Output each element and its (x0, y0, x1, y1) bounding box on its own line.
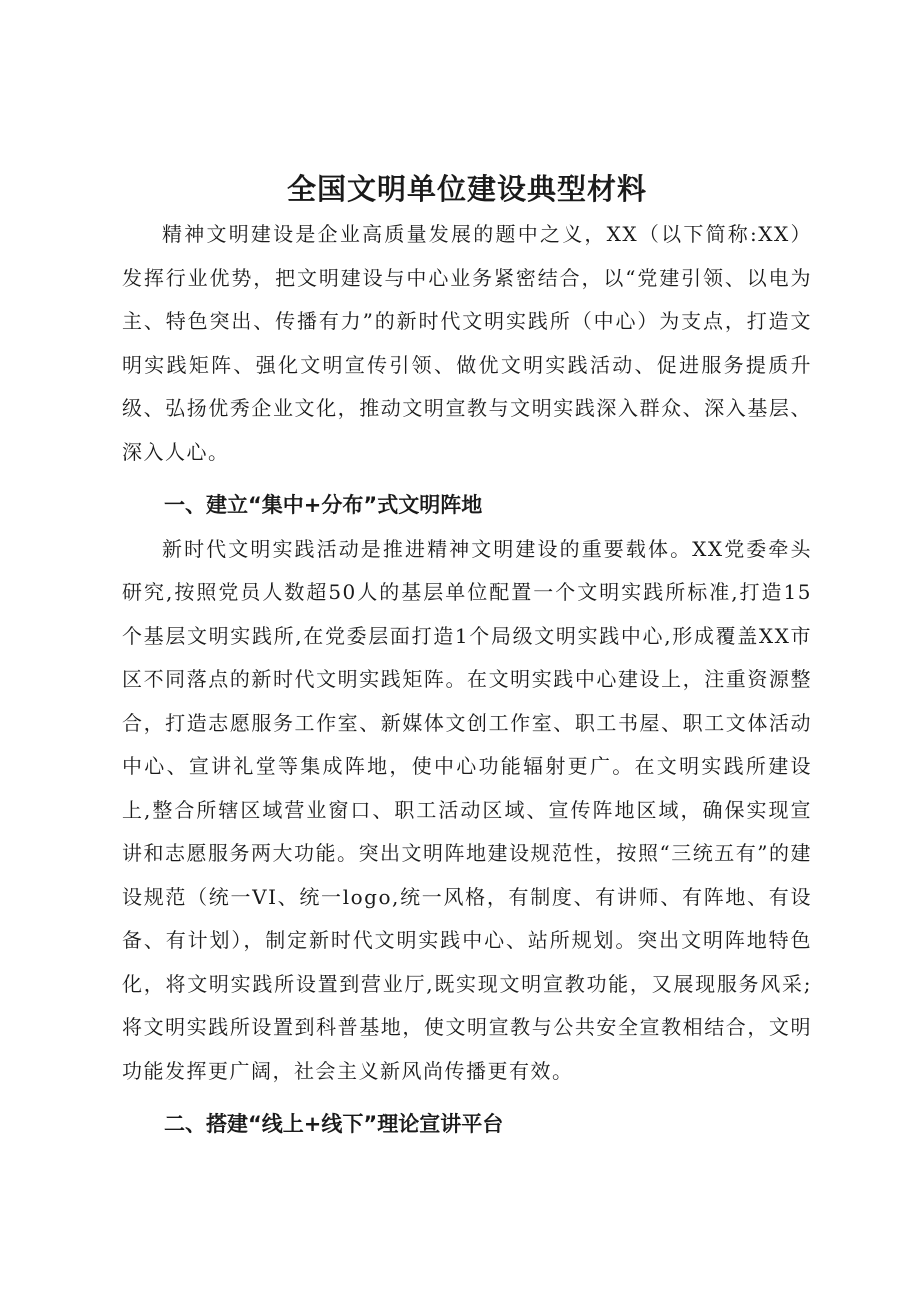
intro-paragraph: 精神文明建设是企业高质量发展的题中之义，XX（以下简称:XX）发挥行业优势，把文明建设与中心业务紧密结合，以“党建引领、以电为主、特色突出、传播有力”的新时代文明实践所（中心）为支点，打造文明实践矩阵、强化文明宣传引领、做优文明实践活动、促进服务提质升级、弘扬优秀企业文化，推动文明宣教与文明实践深入群众、深入基层、深入人心。 (122, 222, 812, 464)
section-heading-1: 一、建立“集中+分布”式文明阵地 (164, 493, 483, 517)
section-heading-2: 二、搭建“线上+线下”理论宣讲平台 (164, 1112, 504, 1136)
section-1-body: 新时代文明实践活动是推进精神文明建设的重要载体。XX党委牵头研究,按照党员人数超50人的基层单位配置一个文明实践所标准,打造15个基层文明实践所,在党委层面打造1个局级文明实践中心,形成覆盖XX市区不同落点的新时代文明实践矩阵。在文明实践中心建设上，注重资源整合，打造志愿服务工作室、新媒体文创工作室、职工书屋、职工文体活动中心、宣讲礼堂等集成阵地，使中心功能辐射更广。在文明实践所建设上,整合所辖区域营业窗口、职工活动区域、宣传阵地区域，确保实现宣讲和志愿服务两大功能。突出文明阵地建设规范性，按照“三统五有”的建设规范（统一VI、统一logo,统一风格，有制度、有讲师、有阵地、有设备、有计划），制定新时代文明实践中心、站所规划。突出文明阵地特色化，将文明实践所设置到营业厅,既实现文明宣教功能，又展现服务风采;将文明实践所设置到科普基地，使文明宣教与公共安全宣教相结合，文明功能发挥更广阔，社会主义新风尚传播更有效。 (122, 536, 812, 1083)
document-title: 全国文明单位建设典型材料 (286, 172, 647, 206)
document-page (122, 165, 812, 1147)
